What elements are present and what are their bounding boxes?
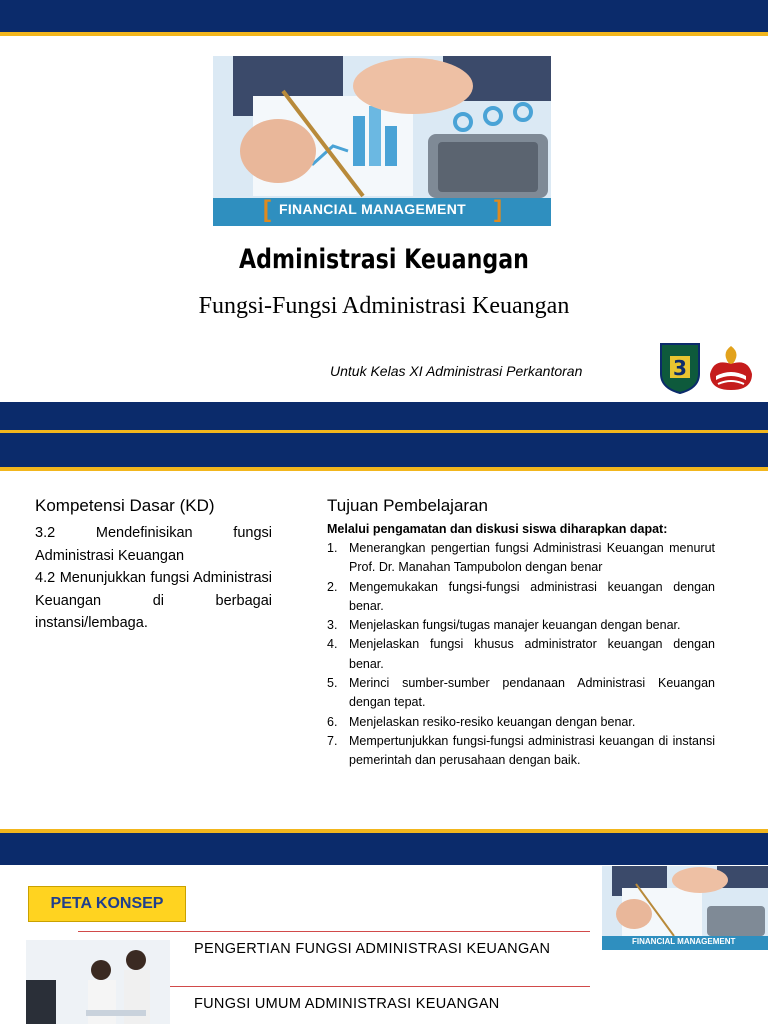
- list-item: 6. Menjelaskan resiko-resiko keuangan dengan benar.: [327, 714, 636, 729]
- kd-item: 4.2 Menunjukkan fungsi Administrasi Keuangan di berbagai instansi/lembaga.: [35, 570, 272, 631]
- tujuan-list: [327, 539, 715, 771]
- list-item: 5. Merinci sumber-sumber pendanaan Administrasi Keuangan dengan tepat.: [327, 676, 715, 710]
- financial-management-thumbnail: [602, 866, 768, 950]
- slide-title: Administrasi Keuangan: [239, 244, 529, 275]
- left-bracket-icon: [: [263, 196, 271, 223]
- top-header-band: [0, 0, 768, 32]
- tujuan-heading: Tujuan Pembelajaran: [327, 496, 488, 515]
- list-item: 4. Menjelaskan fungsi khusus administrator keuangan dengan benar.: [327, 637, 715, 671]
- hero-photo-illustration: [213, 56, 551, 198]
- concept-item: PENGERTIAN FUNGSI ADMINISTRASI KEUANGAN: [194, 941, 551, 957]
- thumbnail-banner-text: FINANCIAL MANAGEMENT: [632, 937, 736, 946]
- slide2-bottom-band: [0, 833, 768, 865]
- hero-banner-text: FINANCIAL MANAGEMENT: [279, 201, 466, 217]
- tujuan-lead: Melalui pengamatan dan diskusi siswa diharapkan dapat:: [327, 522, 668, 536]
- slide1-bottom-band: [0, 402, 768, 430]
- list-item: 3. Menjelaskan fungsi/tugas manajer keuangan dengan benar.: [327, 618, 681, 633]
- slide-subtitle: Fungsi-Fungsi Administrasi Keuangan: [198, 293, 570, 319]
- right-bracket-icon: ]: [494, 196, 502, 223]
- slide2-top-band: [0, 433, 768, 467]
- office-workers-photo: [26, 940, 170, 1024]
- school-logo-number: 3: [673, 356, 687, 380]
- list-item: 7. Mempertunjukkan fungsi-fungsi administrasi keuangan di instansi pemerintah dan perusahaan dengan baik.: [327, 733, 715, 768]
- school-logo: [659, 340, 701, 394]
- kd-heading: Kompetensi Dasar (KD): [35, 496, 215, 515]
- list-item: 1. Menerangkan pengertian fungsi Administrasi Keuangan menurut Prof. Dr. Manahan Tampubolon dengan benar: [327, 541, 715, 575]
- concept-divider: [78, 931, 590, 932]
- financial-management-hero-image: [213, 56, 551, 226]
- peta-konsep-label: PETA KONSEP: [28, 886, 186, 922]
- concept-item: FUNGSI UMUM ADMINISTRASI KEUANGAN: [194, 996, 500, 1012]
- kd-list: [35, 522, 272, 635]
- university-logo: [706, 344, 756, 392]
- audience-text: Untuk Kelas XI Administrasi Perkantoran: [330, 363, 583, 379]
- list-item: 2. Mengemukakan fungsi-fungsi administrasi keuangan dengan benar.: [327, 579, 715, 613]
- top-gold-rule: [0, 32, 768, 36]
- kd-item: 3.2 Mendefinisikan fungsi Administrasi Keuangan: [35, 525, 272, 564]
- slide2-gold-rule: [0, 467, 768, 471]
